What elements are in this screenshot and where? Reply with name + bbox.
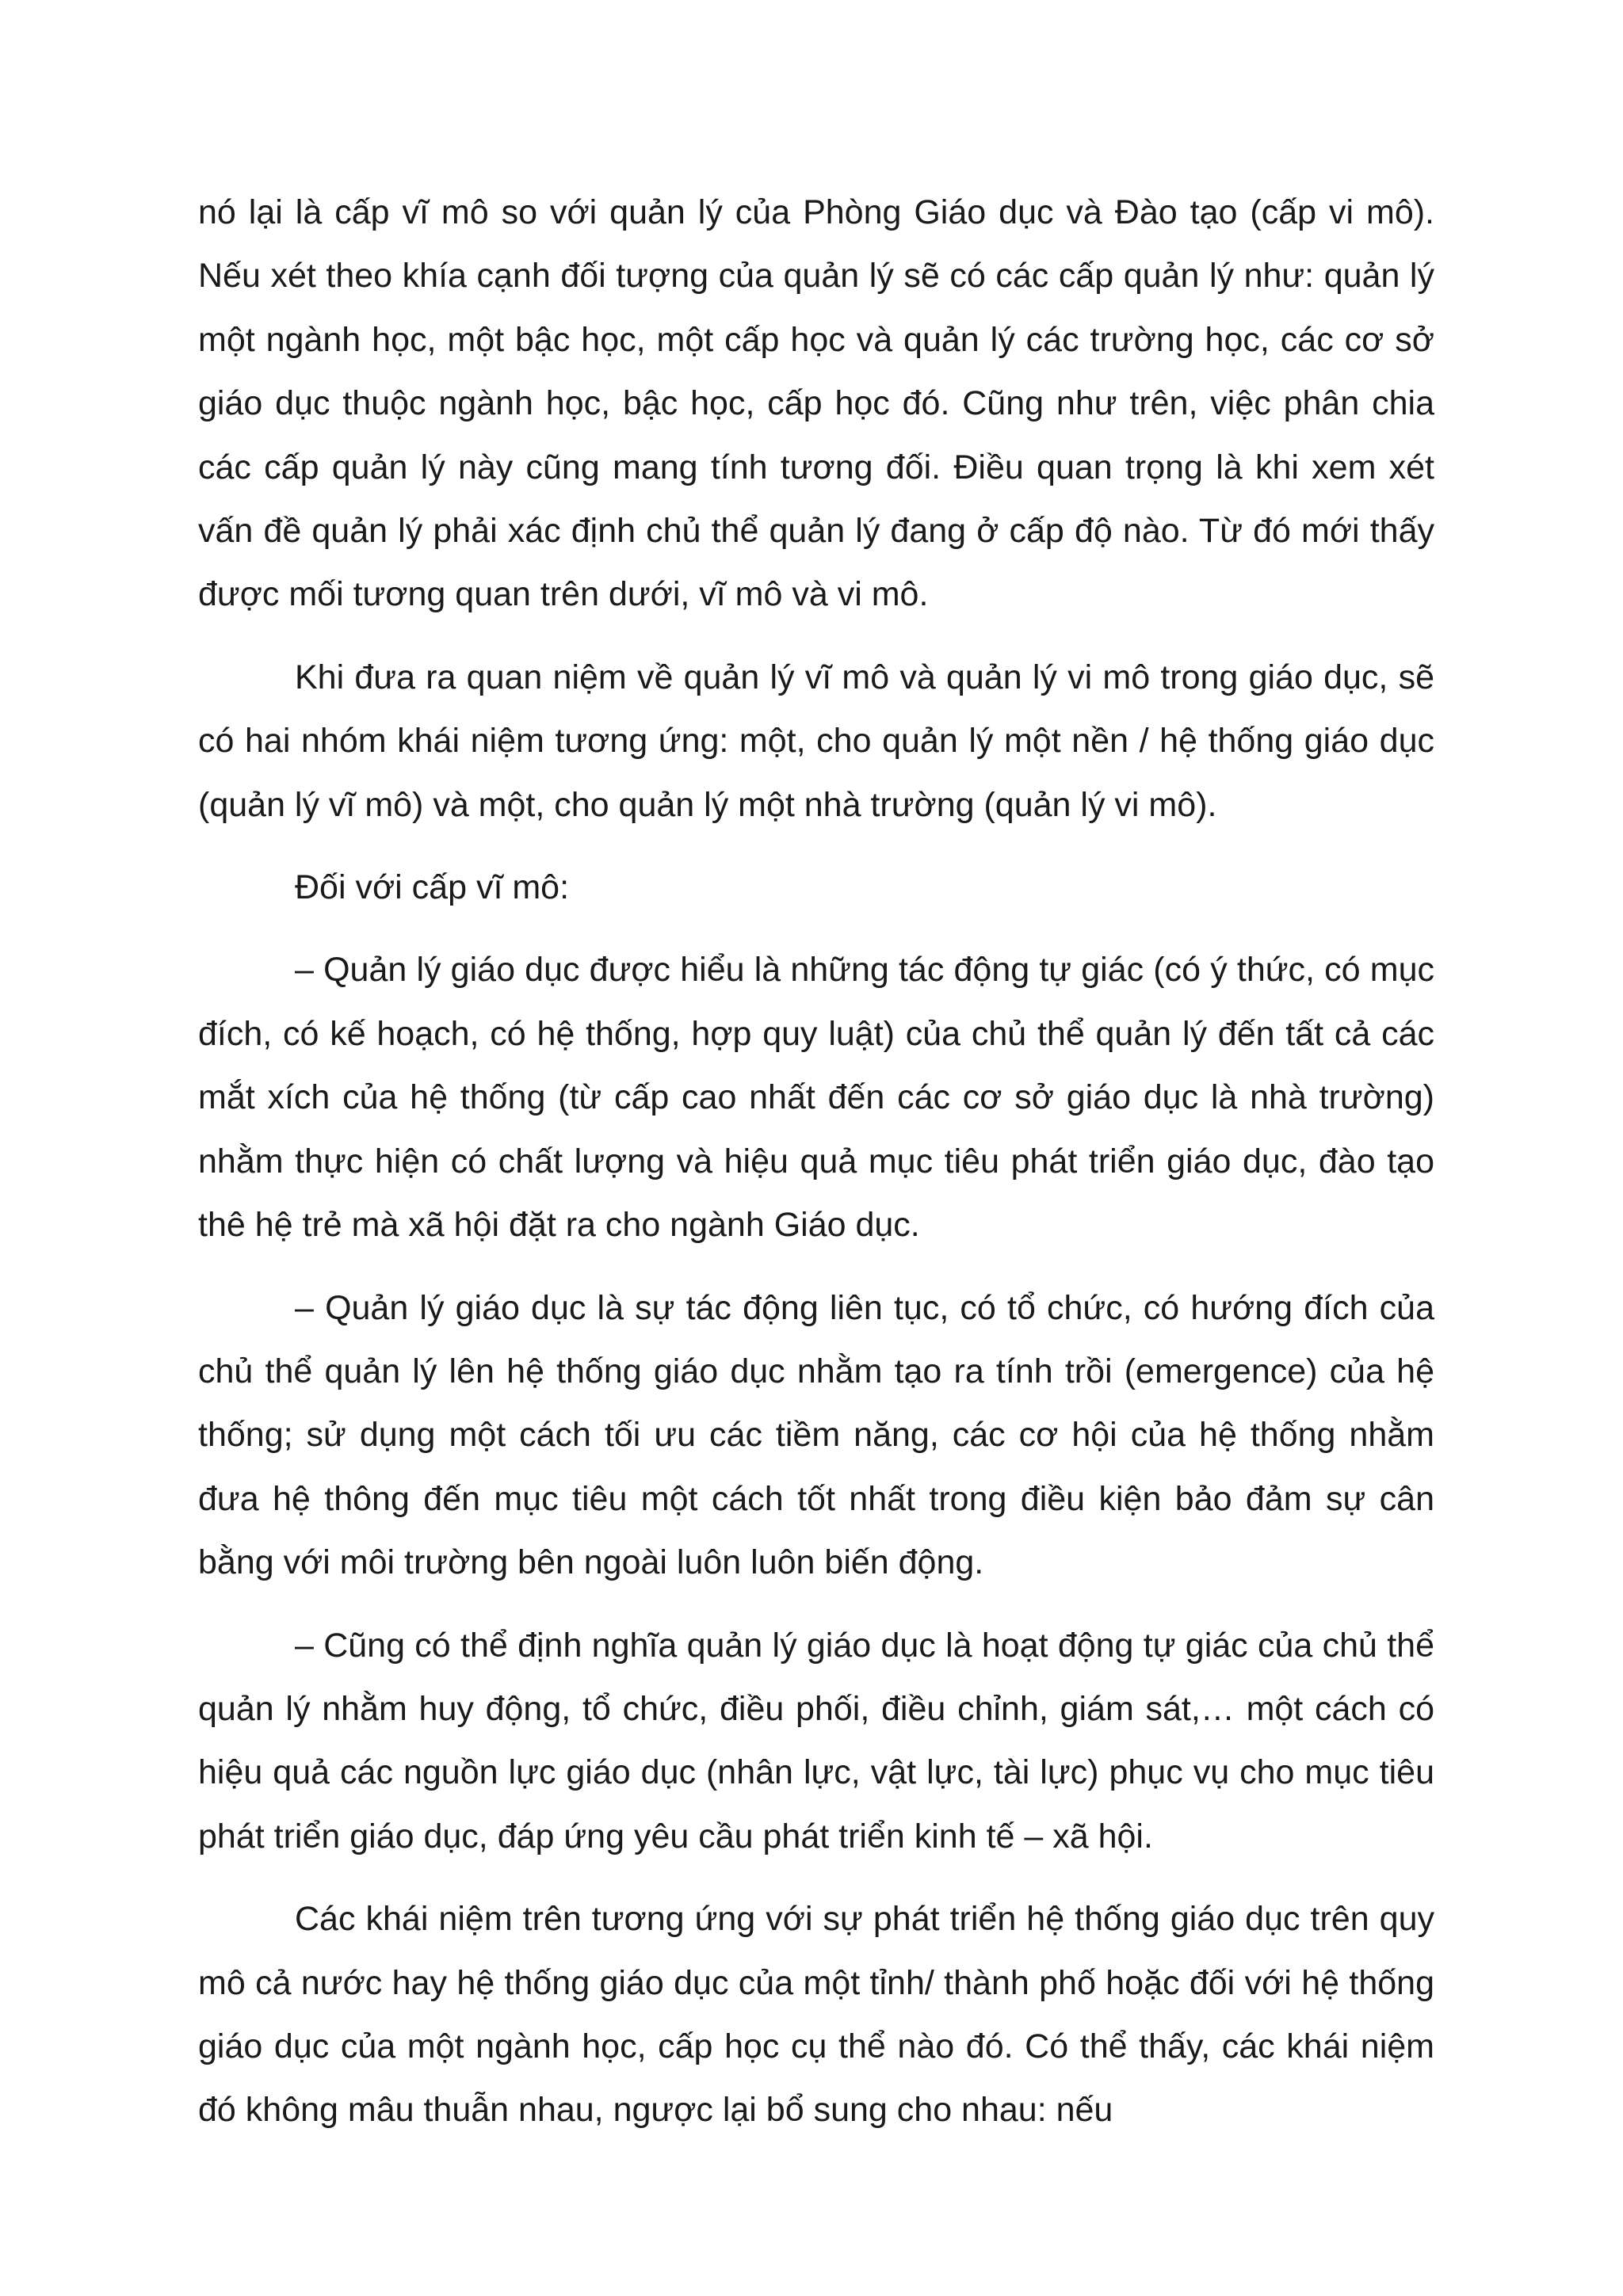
paragraph-definition-3: – Cũng có thể định nghĩa quản lý giáo dục là hoạt động tự giác của chủ thể quản lý nhằm huy động, tổ chức, điều phối, điều chỉnh, giám sát,… một cách có hiệu quả các nguồn lực giáo dục (nhân lực, vật lực, tài lực) phục vụ cho mục tiêu phát triển giáo dục, đáp ứng yêu cầu phát triển kinh tế – xã hội. [198, 1626, 1434, 1855]
paragraph-continuation: nó lại là cấp vĩ mô so với quản lý của Phòng Giáo dục và Đào tạo (cấp vi mô). Nếu xét theo khía cạnh đối tượng của quản lý sẽ có các cấp quản lý như: quản lý một ngành học, một bậc học, một cấp học và quản lý các trường học, các cơ sở giáo dục thuộc ngành học, bậc học, cấp học đó. Cũng như trên, việc phân chia các cấp quản lý này cũng mang tính tương đối. Điều quan trọng là khi xem xét vấn đề quản lý phải xác định chủ thể quản lý đang ở cấp độ nào. Từ đó mới thấy được mối tương quan trên dưới, vĩ mô và vi mô. [198, 193, 1434, 614]
paragraph-definition-1: – Quản lý giáo dục được hiểu là những tác động tự giác (có ý thức, có mục đích, có kế hoạch, có hệ thống, hợp quy luật) của chủ thể quản lý đến tất cả các mắt xích của hệ thống (từ cấp cao nhất đến các cơ sở giáo dục là nhà trường) nhằm thực hiện có chất lượng và hiệu quả mục tiêu phát triển giáo dục, đào tạo thê hệ trẻ mà xã hội đặt ra cho ngành Giáo dục. [198, 951, 1434, 1245]
paragraph-macro-level-heading: Đối với cấp vĩ mô: [295, 868, 570, 907]
paragraph-macro-micro-concepts: Khi đưa ra quan niệm về quản lý vĩ mô và quản lý vi mô trong giáo dục, sẽ có hai nhóm khái niệm tương ứng: một, cho quản lý một nền / hệ thống giáo dục (quản lý vĩ mô) và một, cho quản lý một nhà trường (quản lý vi mô). [198, 658, 1434, 824]
paragraph-definition-2: – Quản lý giáo dục là sự tác động liên tục, có tổ chức, có hướng đích của chủ thể quản lý lên hệ thống giáo dục nhằm tạo ra tính trồi (emergence) của hệ thống; sử dụng một cách tối ưu các tiềm năng, các cơ hội của hệ thống nhằm đưa hệ thông đến mục tiêu một cách tốt nhất trong điều kiện bảo đảm sự cân bằng với môi trường bên ngoài luôn luôn biến động. [198, 1288, 1434, 1582]
document-body [198, 181, 1434, 2142]
paragraph-concepts-summary: Các khái niệm trên tương ứng với sự phát triển hệ thống giáo dục trên quy mô cả nước hay hệ thống giáo dục của một tỉnh/ thành phố hoặc đối với hệ thống giáo dục của một ngành học, cấp học cụ thể nào đó. Có thể thấy, các khái niệm đó không mâu thuẫn nhau, ngược lại bổ sung cho nhau: nếu [198, 1900, 1434, 2130]
